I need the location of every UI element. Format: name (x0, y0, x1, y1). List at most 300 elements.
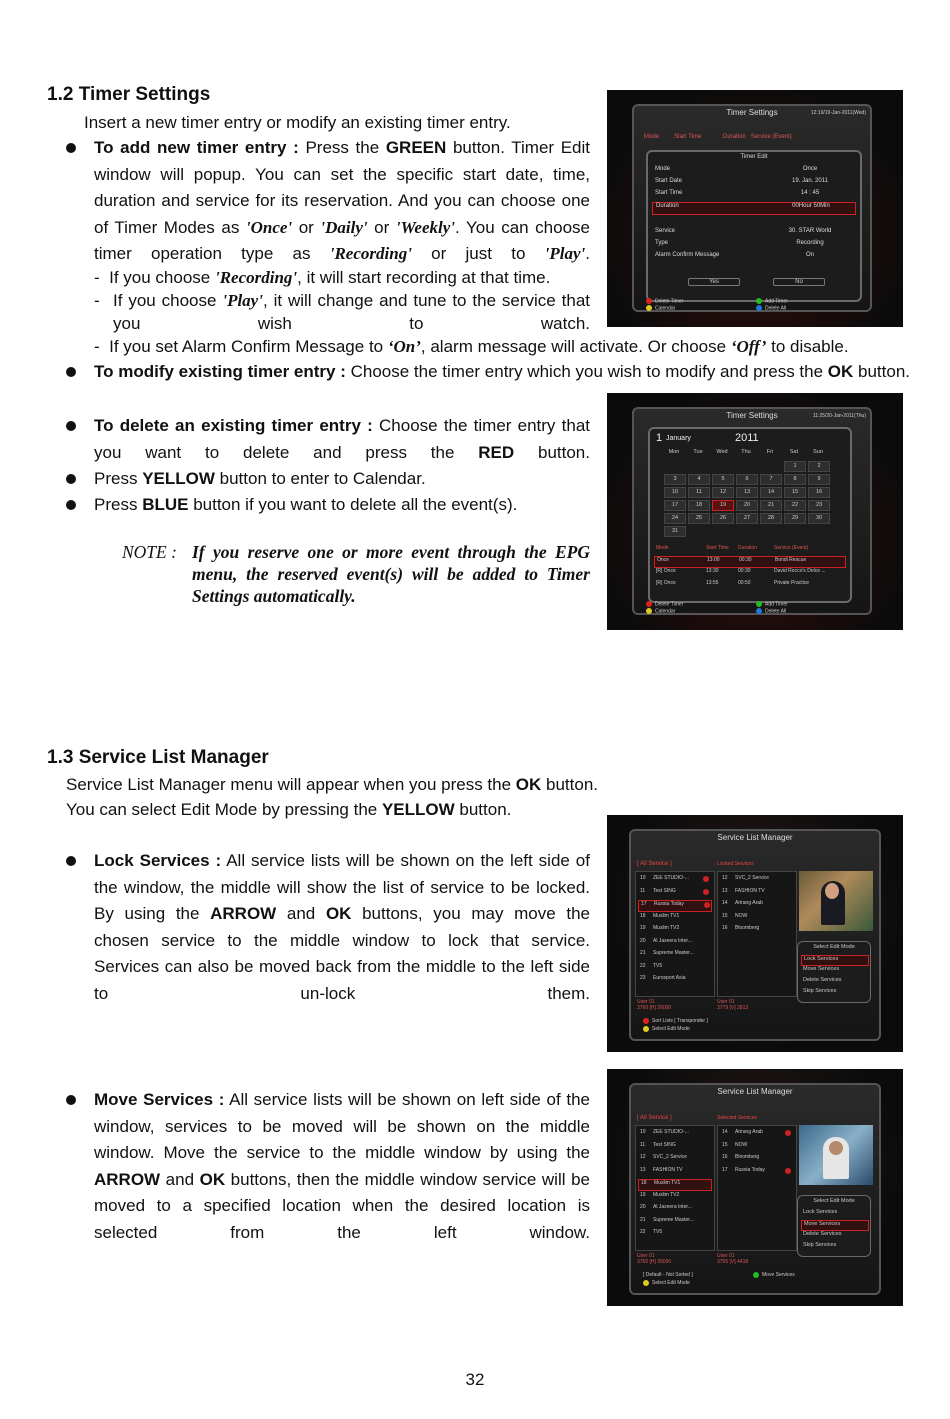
edit-mode-title: Select Edit Mode (813, 1198, 855, 1204)
left-list (635, 871, 715, 997)
note-text: If you reserve one or more event through the EPG menu, the reserved event(s) will be added to Timer Settings automatically. (192, 542, 590, 606)
text: button to enter to Calendar. (214, 469, 426, 488)
calendar-day-cell: 27 (736, 513, 758, 524)
red-key: RED (478, 442, 515, 462)
modify-timer-paragraph (94, 359, 914, 386)
key-legend (643, 1271, 873, 1287)
event-row (654, 568, 844, 578)
service-name: Muslim TV2 (653, 1191, 680, 1198)
edit-mode-option: Move Services (801, 1220, 869, 1231)
key-delete-timer: Delete Timer (655, 601, 684, 608)
calendar-day-cell: 15 (784, 487, 806, 498)
service-list-window (629, 1083, 881, 1295)
service-row (638, 1229, 710, 1239)
service-row (638, 900, 712, 912)
field-value: 30. STAR World (788, 228, 832, 234)
field-value: 14 : 45 (800, 190, 820, 196)
move-services-label: Move Services : (94, 1090, 225, 1109)
ok-key: OK (325, 904, 352, 923)
key-sort-lists: Sort Lists [ Transponder ] (652, 1018, 708, 1024)
text: button. Timer Edit window will popup. You can set the specific start date, time, duration and service for its reservation. And you can choose one of Timer Modes as (94, 138, 591, 237)
service-number: 22 (640, 1229, 646, 1235)
weekday-label: Thu (741, 449, 751, 455)
calendar-day-cell: 21 (760, 500, 782, 511)
text: You can select Edit Mode by pressing the (66, 800, 382, 819)
service-number: 20 (640, 1204, 646, 1210)
add-timer-paragraph (94, 135, 590, 268)
info-right: User 01 3779 [V] 2813 (717, 999, 749, 1011)
col-service: Service (Event) (750, 134, 792, 140)
text: and (276, 904, 326, 923)
weekday-label: Sun (813, 449, 823, 455)
field-value: Recording (796, 240, 824, 246)
calendar-day-cell: 25 (688, 513, 710, 524)
text: If you choose (113, 291, 223, 310)
service-name: ZEE STUDIO-... (653, 1129, 689, 1135)
event-mode: [R] Once (656, 580, 676, 586)
move-services-paragraph (94, 1087, 590, 1246)
service-name: ZEE STUDIO-... (653, 875, 689, 881)
calendar-day-cell: 12 (712, 487, 734, 498)
lock-icon (703, 876, 709, 882)
calendar-day-cell: 22 (784, 500, 806, 511)
event-row (654, 556, 846, 568)
type-play: 'Play' (222, 291, 263, 310)
slm-intro-1 (66, 772, 598, 799)
service-row (720, 900, 792, 910)
event-duration: 00:30 (739, 557, 752, 563)
service-row (638, 975, 710, 985)
arrow-key: ARROW (94, 1169, 161, 1189)
edit-mode-menu (797, 941, 871, 1003)
service-row (720, 888, 792, 898)
weekday-label: Tue (693, 449, 703, 455)
col-mode: Mode (656, 545, 669, 551)
timer-field-row (652, 228, 856, 239)
calendar-month: January (666, 435, 691, 442)
service-name: Al Jazeera Inter... (653, 1204, 692, 1210)
text: , it will change and tune to the service that you wish to watch. (113, 291, 591, 333)
event-duration: 00:30 (738, 568, 751, 574)
col-mode: Mode (644, 134, 660, 140)
edit-mode-option: Move Services (803, 966, 840, 972)
blue-paragraph (94, 492, 517, 519)
key-delete-timer: Delete Timer (655, 298, 684, 305)
timer-edit-screenshot (607, 90, 903, 327)
middle-list (717, 871, 797, 997)
service-row (638, 1179, 712, 1191)
window-title: Timer Settings (726, 411, 778, 420)
calendar-popup (648, 427, 852, 603)
yellow-key: YELLOW (142, 469, 215, 488)
bullet (66, 421, 76, 431)
calendar-day-cell: 3 (664, 474, 686, 485)
note-label: NOTE : (122, 542, 177, 562)
service-list-window (629, 829, 881, 1041)
timer-settings-window (632, 104, 872, 312)
service-number: 15 (722, 912, 728, 919)
service-name: Arirang Arab (735, 1129, 763, 1135)
page-number: 32 (465, 1370, 485, 1389)
calendar-day: 1 (656, 432, 663, 444)
service-number: 18 (640, 912, 646, 919)
service-number: 12 (640, 1154, 646, 1160)
calendar-day-cell: 1 (784, 461, 806, 472)
key-select-edit-mode: Select Edit Mode (652, 1026, 690, 1032)
event-start: 13:55 (706, 580, 719, 586)
key-legend (643, 1017, 708, 1033)
field-value: 00Hour 50Min (792, 203, 830, 209)
text: All service lists will be shown on the left side of the window, the middle will show the list of service to be locked. By using the (94, 851, 590, 923)
service-name: Muslim TV1 (654, 1180, 681, 1186)
middle-list-header: Selected Services (717, 1115, 758, 1121)
calendar-day-cell: 10 (664, 487, 686, 498)
dash: - (94, 291, 100, 310)
service-number: 23 (640, 975, 646, 981)
text: Service List Manager menu will appear when you press the (66, 775, 516, 794)
service-name: NOW (735, 912, 748, 919)
green-key: GREEN (385, 138, 447, 157)
event-name: David Rocco's Dolce ... (774, 568, 826, 574)
field-label: Mode (655, 166, 671, 172)
service-row (720, 1142, 792, 1152)
service-name: Test SING (653, 1141, 676, 1148)
service-number: 11 (640, 887, 646, 894)
sort-status: [ Default - Not Sorted ] (643, 1272, 693, 1278)
text: to disable. (766, 337, 849, 356)
key-calendar: Calendar (655, 305, 676, 312)
service-row (638, 1154, 710, 1164)
event-mode: [R] Once (656, 568, 676, 574)
calendar-day-cell: 7 (760, 474, 782, 485)
service-number: 11 (640, 1141, 646, 1148)
calendar-day-cell: 2 (808, 461, 830, 472)
text: or (292, 217, 321, 237)
service-name: NOW (735, 1141, 748, 1148)
weekday-label: Fri (766, 449, 774, 455)
bullet (66, 143, 76, 153)
calendar-day-cell: 23 (808, 500, 830, 511)
service-name: Russia Today (654, 901, 684, 907)
service-number: 22 (640, 962, 646, 969)
service-name: Bloomberg (735, 925, 760, 931)
weekday-label: Wed (716, 449, 728, 455)
calendar-day-cell: 14 (760, 487, 782, 498)
window-title: Timer Settings (726, 108, 778, 117)
service-name: TV5 (653, 1229, 663, 1235)
calendar-day-cell: 6 (736, 474, 758, 485)
service-number: 20 (640, 937, 646, 944)
presenter-face (829, 1141, 843, 1155)
weekday-label: Mon (668, 449, 680, 455)
event-duration: 00:50 (738, 580, 751, 586)
ok-key: OK (515, 775, 542, 794)
service-number: 14 (722, 900, 728, 906)
service-number: 13 (640, 1166, 646, 1173)
service-row (720, 925, 792, 935)
dash: - (94, 268, 100, 287)
weekday-label: Sat (789, 449, 799, 455)
service-number: 17 (641, 901, 647, 907)
service-number: 18 (641, 1180, 647, 1186)
col-duration: Duration (738, 545, 757, 551)
service-number: 14 (722, 1129, 728, 1135)
service-name: Russia Today (735, 1166, 765, 1173)
text: Press the (298, 138, 386, 157)
calendar-day-cell: 26 (712, 513, 734, 524)
lock-icon (785, 1168, 791, 1174)
calendar-day-cell: 9 (808, 474, 830, 485)
calendar-day-cell: 31 (664, 526, 686, 537)
edit-mode-option: Lock Services (801, 955, 869, 966)
calendar-day-cell: 29 (784, 513, 806, 524)
text: or just to (411, 244, 545, 263)
service-number: 21 (640, 950, 646, 956)
lock-services-screenshot (607, 815, 903, 1052)
field-value: On (805, 252, 814, 258)
service-name: Bloomberg (735, 1154, 760, 1160)
service-name: SVC_2 Service (735, 875, 769, 881)
left-list-header: [ All Service ] (637, 861, 672, 867)
service-number: 16 (722, 925, 728, 931)
text: . You can choose timer operation type as (94, 217, 591, 263)
service-name: FASHION TV (735, 887, 765, 894)
key-delete-all: Delete All (765, 608, 787, 615)
text: Choose the timer entry which you wish to modify and press the (345, 362, 828, 381)
calendar-day-cell: 13 (736, 487, 758, 498)
preview-video (799, 871, 873, 931)
service-name: Test SING (653, 887, 676, 894)
mode-once: 'Once' (245, 217, 293, 237)
column-headers (644, 134, 864, 140)
dash: - (94, 337, 100, 356)
info-right: User 01 3755 [V] 4418 (717, 1253, 749, 1265)
service-number: 12 (722, 875, 728, 881)
text: button. (514, 442, 590, 462)
sub-item-alarm (94, 335, 914, 358)
note-block (122, 541, 592, 607)
text: All service lists will be shown on left side of the window, services to be moved will be shown on the middle window. Move the service to the middle window by using the (94, 1090, 590, 1162)
edit-mode-option: Lock Services (803, 1209, 838, 1215)
text: Press (94, 469, 143, 488)
service-name: FASHION TV (653, 1166, 683, 1173)
type-recording: 'Recording' (329, 244, 412, 263)
service-row (720, 913, 792, 923)
service-row (638, 938, 710, 948)
text: button. (853, 362, 911, 381)
key-move-services: Move Services (762, 1272, 795, 1278)
preview-video (799, 1125, 873, 1185)
sub-item-recording (94, 266, 594, 289)
service-name: Muslim TV1 (653, 912, 680, 919)
edit-mode-option: Skip Services (803, 1242, 837, 1248)
col-start: Start Time (674, 134, 702, 140)
event-name: Bondi Rescue (775, 557, 807, 563)
text: . (585, 244, 590, 263)
calendar-day-cell: 24 (664, 513, 686, 524)
service-row (638, 1142, 710, 1152)
service-number: 17 (722, 1166, 728, 1173)
text: , it will start recording at that time. (297, 268, 551, 287)
timer-settings-window (632, 407, 872, 615)
event-name: Private Practice (774, 580, 810, 586)
bullet (66, 1095, 76, 1105)
key-calendar: Calendar (655, 608, 676, 615)
service-name: Al Jazeera Inter... (653, 937, 692, 944)
calendar-year: 2011 (735, 432, 759, 444)
service-name: Arirang Arab (735, 900, 763, 906)
type-play: 'Play' (544, 244, 586, 263)
key-delete-all: Delete All (765, 305, 787, 312)
field-label: Service (655, 228, 676, 234)
ok-key: OK (827, 362, 854, 381)
text: buttons, you may move the chosen service to the middle window to lock that service. Services can also be moved back from the middle to the left side to un-lock them. (94, 904, 590, 1003)
lock-icon (703, 889, 709, 895)
service-number: 15 (722, 1141, 728, 1148)
text: If you choose (109, 268, 215, 287)
service-name: SVC_2 Service (653, 1154, 687, 1160)
service-name: Muslim TV2 (653, 925, 680, 931)
type-recording: 'Recording' (214, 268, 298, 287)
lock-services-paragraph (94, 848, 590, 1007)
lock-services-label: Lock Services : (94, 851, 222, 870)
service-name: Eurosport Asia (653, 975, 686, 981)
service-row (638, 950, 710, 960)
popup-title: Timer Edit (740, 154, 768, 160)
sub-item-play (113, 289, 590, 335)
calendar-day-cell: 17 (664, 500, 686, 511)
field-label: Duration (656, 203, 679, 209)
service-number: 19 (640, 925, 646, 931)
event-mode: Once (657, 557, 669, 563)
left-list-header: [ All Service ] (637, 1115, 672, 1121)
text: or (367, 217, 396, 237)
alarm-off: ‘Off’ (730, 337, 767, 356)
key-add-timer: Add Timer (765, 298, 788, 305)
field-value: Once (802, 166, 818, 172)
calendar-day-cell: 16 (808, 487, 830, 498)
presenter-face (825, 883, 839, 899)
service-number: 10 (640, 1129, 646, 1135)
blue-key: BLUE (142, 495, 189, 514)
service-name: TV5 (653, 962, 663, 969)
calendar-day-cell: 4 (688, 474, 710, 485)
service-number: 21 (640, 1216, 646, 1223)
text: If you set Alarm Confirm Message to (109, 337, 388, 356)
left-list (635, 1125, 715, 1251)
service-row (638, 913, 710, 923)
service-row (638, 925, 710, 935)
middle-list (717, 1125, 797, 1251)
text: button. (541, 775, 599, 794)
edit-mode-option: Delete Services (803, 977, 842, 983)
lock-icon (785, 1130, 791, 1136)
field-label: Start Date (655, 178, 683, 184)
yes-button[interactable]: Yes (688, 278, 740, 286)
clock: 11:25/20-Jan-2011(Thu) (812, 413, 866, 419)
calendar-day-cell: 5 (712, 474, 734, 485)
service-row (638, 1167, 710, 1177)
text: button. (454, 800, 512, 819)
bullet (66, 856, 76, 866)
service-row (638, 875, 710, 885)
key-select-edit-mode: Select Edit Mode (652, 1280, 690, 1286)
field-value: 19. Jan. 2011 (792, 178, 828, 184)
service-number: 10 (640, 875, 646, 881)
alarm-on: ‘On’ (387, 337, 421, 356)
yellow-key: YELLOW (381, 800, 455, 819)
timer-edit-popup (646, 150, 862, 305)
calendar-day-cell: 11 (688, 487, 710, 498)
service-number: 16 (722, 1154, 728, 1160)
lock-icon (704, 902, 710, 908)
service-row (638, 1217, 710, 1227)
middle-list-header: Locked Services (717, 861, 754, 867)
edit-mode-menu (797, 1195, 871, 1257)
service-row (638, 888, 710, 898)
event-start: 13:30 (706, 568, 719, 574)
service-row (638, 1129, 710, 1139)
calendar-day-cell: 8 (784, 474, 806, 485)
edit-mode-option: Delete Services (803, 1231, 842, 1237)
calendar-screenshot (607, 393, 903, 630)
service-row (720, 1129, 792, 1139)
section-heading-service-list-manager: 1.3 Service List Manager (47, 747, 269, 768)
window-title: Service List Manager (717, 1087, 793, 1096)
text: Press (94, 495, 143, 514)
clock: 12:19/19-Jan-2011(Wed) (810, 110, 866, 116)
bullet (66, 474, 76, 484)
section-heading-timer-settings: 1.2 Timer Settings (47, 84, 211, 105)
col-service: Service (Event) (774, 545, 809, 551)
no-button[interactable]: No (773, 278, 825, 286)
mode-daily: 'Daily' (320, 217, 368, 237)
mode-weekly: 'Weekly' (395, 217, 456, 237)
service-row (638, 963, 710, 973)
move-services-screenshot (607, 1069, 903, 1306)
field-label: Type (655, 240, 669, 246)
text: Choose the timer entry that you want to delete and press the (94, 416, 591, 462)
slm-intro-2 (66, 797, 511, 824)
timer-field-row (652, 240, 856, 251)
info-left: User 01 3760 [H] 26000 (637, 1253, 672, 1265)
edit-mode-option: Skip Services (803, 988, 837, 994)
key-add-timer: Add Timer (765, 601, 788, 608)
calendar-day-cell: 18 (688, 500, 710, 511)
service-row (720, 875, 792, 885)
service-number: 13 (722, 887, 728, 894)
ok-key: OK (199, 1169, 226, 1189)
service-number: 19 (640, 1191, 646, 1198)
service-name: Supreme Master... (653, 950, 694, 956)
service-row (638, 1192, 710, 1202)
col-start: Start Time (706, 545, 729, 551)
modify-timer-label: To modify existing timer entry : (94, 362, 346, 381)
calendar-day-cell: 19 (712, 500, 734, 511)
event-start: 13:00 (707, 557, 720, 563)
text: , alarm message will activate. Or choose (420, 337, 731, 356)
service-row (720, 1167, 792, 1177)
info-left: User 01 3760 [H] 26000 (637, 999, 672, 1011)
bullet (66, 500, 76, 510)
col-duration: Duration (723, 134, 746, 140)
calendar-day-cell: 28 (760, 513, 782, 524)
edit-mode-title: Select Edit Mode (813, 944, 855, 950)
timer-field-row (652, 166, 856, 177)
delete-timer-paragraph (94, 413, 590, 466)
bullet (66, 367, 76, 377)
service-row (638, 1204, 710, 1214)
